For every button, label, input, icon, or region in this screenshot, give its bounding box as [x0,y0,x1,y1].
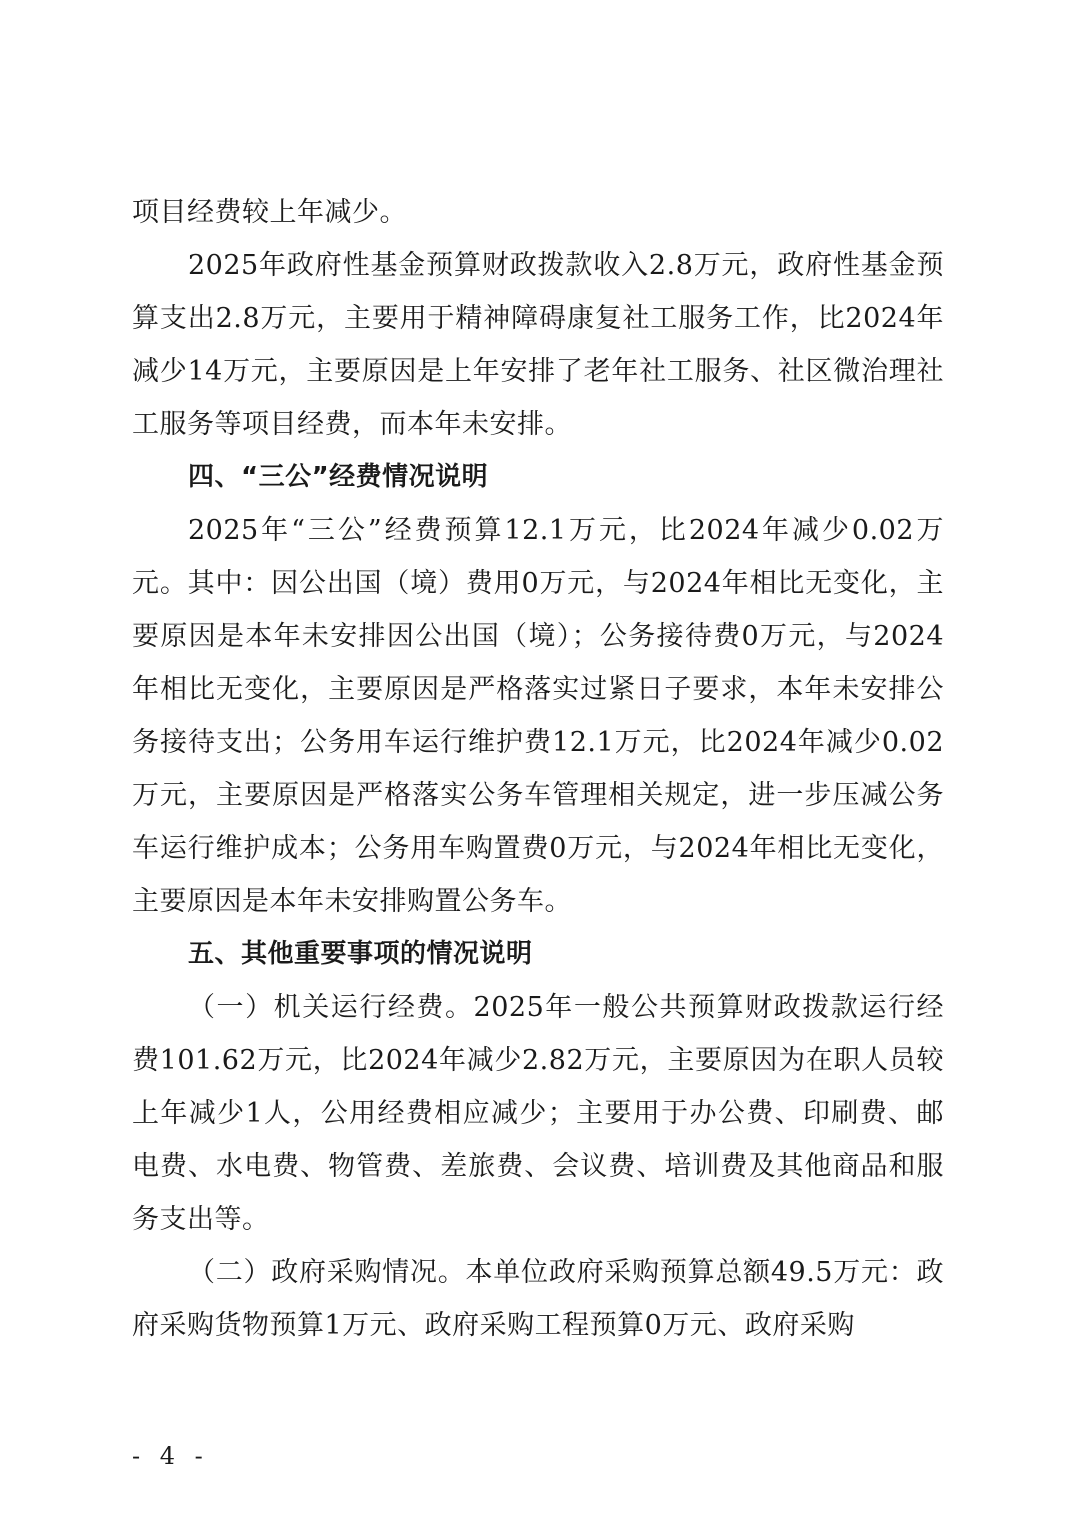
paragraph-continuation: 项目经费较上年减少。 [132,197,407,228]
section-heading-three-public-expenses: 四、“三公”经费情况说明 [188,462,489,492]
paragraph-government-procurement: （二）政府采购情况。本单位政府采购预算总额49.5万元：政府采购货物预算1万元、政府采购工程预算0万元、政府采购 [132,1257,944,1341]
document-body [132,186,944,1352]
paragraph-agency-operating-costs: （一）机关运行经费。2025年一般公共预算财政拨款运行经费101.62万元，比2024年减少2.82万元，主要原因为在职人员较上年减少1人，公用经费相应减少；主要用于办公费、印刷费、邮电费、水电费、物管费、差旅费、会议费、培训费及其他商品和服务支出等。 [132,992,944,1235]
page-number: - 4 - [132,1442,209,1470]
paragraph-three-public-expenses: 2025年“三公”经费预算12.1万元，比2024年减少0.02万元。其中：因公出国（境）费用0万元，与2024年相比无变化，主要原因是本年未安排因公出国（境）；公务接待费0万元，与2024年相比无变化，主要原因是严格落实过紧日子要求，本年未安排公务接待支出；公务用车运行维护费12.1万元，比2024年减少0.02万元，主要原因是严格落实公务车管理相关规定，进一步压减公务车运行维护成本；公务用车购置费0万元，与2024年相比无变化，主要原因是本年未安排购置公务车。 [132,515,944,917]
paragraph-government-fund-budget: 2025年政府性基金预算财政拨款收入2.8万元，政府性基金预算支出2.8万元，主要用于精神障碍康复社工服务工作，比2024年减少14万元，主要原因是上年安排了老年社工服务、社区微治理社工服务等项目经费，而本年未安排。 [132,250,944,440]
section-heading-other-matters: 五、其他重要事项的情况说明 [188,939,533,969]
